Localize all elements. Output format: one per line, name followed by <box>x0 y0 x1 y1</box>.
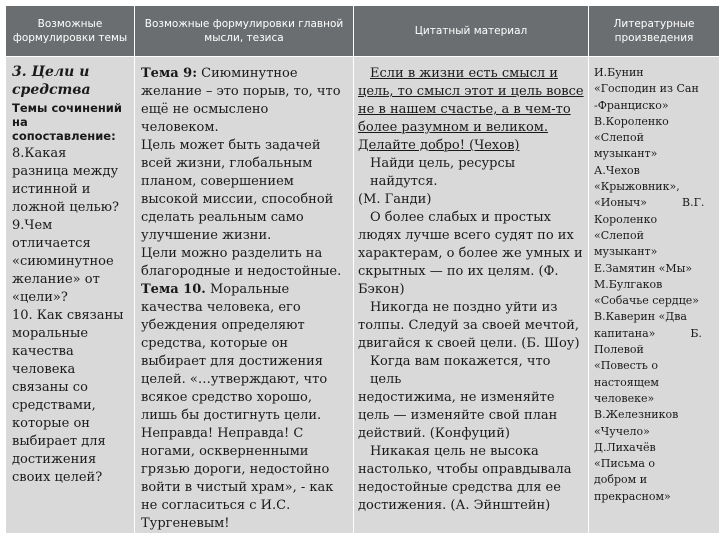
quote-line: Делайте добро! (Чехов) <box>358 138 520 153</box>
work-line: «Слепой <box>594 228 644 242</box>
work-line: Полевой <box>594 343 644 357</box>
question-line: истинной и <box>12 182 91 197</box>
quote-line: О более слабых и простых <box>370 210 551 225</box>
work-line: А.Чехов <box>594 163 640 177</box>
themes-table <box>5 5 720 534</box>
question-line: выбирает для <box>12 434 106 449</box>
quote-line: действий. (Конфуций) <box>358 426 510 441</box>
quote-line: скрытных — по их целям. (Ф. <box>358 264 559 279</box>
header-quotes: Цитатный материал <box>354 6 589 57</box>
work-line: капитана» Б. <box>594 326 702 340</box>
idea-line: благородные и недостойные. <box>141 264 342 279</box>
header-main-idea: Возможные формулировки главной мысли, тезиса <box>135 6 354 57</box>
work-line: музыкант» <box>594 147 658 161</box>
work-line: музыкант» <box>594 245 658 259</box>
topic10-line <box>141 281 349 299</box>
idea-line: войти в чистый храм», - как <box>141 480 334 495</box>
idea-line: всякое средство хорошо, <box>141 390 312 405</box>
work-line: прекрасном» <box>594 489 671 503</box>
idea-line: качества человека, его <box>141 300 301 315</box>
question-line: средствами, <box>12 398 96 413</box>
quote-line: двигайся к своей цели. (Б. Шоу) <box>358 336 580 351</box>
work-line: В.Железников <box>594 408 679 422</box>
question-line: ложной целью? <box>12 200 120 215</box>
topic-questions <box>12 145 130 487</box>
work-line: «Повесть о <box>594 359 659 373</box>
quote-line: настолько, чтобы оправдывала <box>358 462 572 477</box>
idea-line: высокой миссии, способной <box>141 192 334 207</box>
question-line: «сиюминутное <box>12 254 114 269</box>
idea-line: лишь бы достигнуть цели. <box>141 408 322 423</box>
quote-line: цель, то смысл этот и цель вовсе <box>358 84 584 99</box>
topic9-label: Тема 9: <box>141 66 198 81</box>
work-line: «Ионыч» В.Г. <box>594 196 705 210</box>
work-line: «Письма о <box>594 457 656 471</box>
work-line: «Собачье сердце» <box>594 294 700 308</box>
idea-line: ещё не осмыслено человеком. <box>141 102 269 135</box>
idea-line: ногами, оскверненными <box>141 444 309 459</box>
header-row <box>6 6 720 57</box>
quote-line: Если в жизни есть смысл и <box>370 66 558 81</box>
topic10-first-word: Моральные <box>209 282 290 297</box>
work-line: настоящем <box>594 375 659 389</box>
work-line: Е.Замятин «Мы» <box>594 261 693 275</box>
quote-line: более разумном и великом. <box>358 120 549 135</box>
quote-line: Найди цель, ресурсы найдутся. <box>370 156 516 189</box>
question-line: качества <box>12 344 74 359</box>
work-line: «Чучело» <box>594 424 650 438</box>
idea-line: грязью дороги, недостойно <box>141 462 330 477</box>
idea-line: Тургеневым! <box>141 516 230 531</box>
work-line: -Франциско» <box>594 98 669 112</box>
quote-line: достижения. (А. Эйнштейн) <box>358 498 551 513</box>
quote-line: Никогда не поздно уйти из <box>370 300 558 315</box>
idea-line: целей. «…утверждают, что <box>141 372 328 387</box>
quote-line: Когда вам покажется, что цель <box>370 354 551 387</box>
idea-line: Цель может быть задачей <box>141 138 321 153</box>
quote-line: людях лучше всего судят по их <box>358 228 574 243</box>
main-idea-cell <box>135 57 354 534</box>
idea-line: сделать реальным само <box>141 210 304 225</box>
question-line: 10. Как связаны <box>12 308 124 323</box>
quote-line: недостижима, не изменяйте <box>358 390 555 405</box>
quote-line: цель — изменяйте свой план <box>358 408 558 423</box>
idea-line: не согласиться с И.С. <box>141 498 291 513</box>
header-literary-works: Литературные произведения <box>589 6 720 57</box>
question-line: 8.Какая <box>12 146 67 161</box>
topic-cell <box>6 57 135 534</box>
quote-line: характерам, о более же умных и <box>358 246 583 261</box>
topic9-first-word: Сиюминутное <box>201 66 298 81</box>
question-line: достижения <box>12 452 97 467</box>
work-line: добром и <box>594 473 648 487</box>
topic10-label: Тема 10. <box>141 282 206 297</box>
idea-line: Неправда! Неправда! С <box>141 426 304 441</box>
idea-line: планом, совершением <box>141 174 294 189</box>
topic-subtitle: Темы сочинений на сопоставление: <box>12 101 122 143</box>
idea-line: желание – это порыв, то, что <box>141 84 341 99</box>
content-row <box>6 57 720 534</box>
work-line: «Слепой <box>594 131 644 145</box>
question-line: связаны со <box>12 380 88 395</box>
question-line: желание» от <box>12 272 100 287</box>
question-line: человека <box>12 362 76 377</box>
idea-line: Цели можно разделить на <box>141 246 323 261</box>
quote-line: недостойные средства для ее <box>358 480 561 495</box>
quote-line: Бэкон) <box>358 282 405 297</box>
work-line: М.Булгаков <box>594 277 663 291</box>
idea-line: убеждения определяют <box>141 318 305 333</box>
quote-line: (М. Ганди) <box>358 192 432 207</box>
work-line: В.Короленко <box>594 114 669 128</box>
work-line: И.Бунин <box>594 66 644 79</box>
quote-line: не в нашем счастье, а в чем-то <box>358 102 571 117</box>
question-line: отличается <box>12 236 91 251</box>
work-line: «Крыжовник», <box>594 180 680 194</box>
question-line: разница между <box>12 164 119 179</box>
topic-title: 3. Цели и средства <box>12 64 91 98</box>
work-line: Д.Лихачёв <box>594 440 656 454</box>
quote-line: толпы. Следуй за своей мечтой, <box>358 318 580 333</box>
header-topic-formulations: Возможные формулировки темы <box>6 6 135 57</box>
question-line: «цели»? <box>12 290 68 305</box>
work-line: В.Каверин «Два <box>594 310 687 324</box>
literary-works-cell <box>589 57 720 534</box>
idea-line: выбирает для достижения <box>141 354 323 369</box>
question-line: моральные <box>12 326 89 341</box>
themes-table-wrapper <box>5 5 715 535</box>
topic9-line <box>141 65 349 83</box>
quotes-cell <box>354 57 589 534</box>
work-line: «Господин из Сан <box>594 82 699 96</box>
quote-line: Никакая цель не высока <box>370 444 539 459</box>
work-line: человеке» <box>594 391 655 405</box>
idea-line: всей жизни, глобальным <box>141 156 313 171</box>
idea-line: улучшение жизни. <box>141 228 272 243</box>
work-line: Короленко <box>594 212 658 226</box>
idea-line: средства, которые он <box>141 336 289 351</box>
question-line: 9.Чем <box>12 218 53 233</box>
question-line: которые он <box>12 416 90 431</box>
question-line: своих целей? <box>12 470 103 485</box>
